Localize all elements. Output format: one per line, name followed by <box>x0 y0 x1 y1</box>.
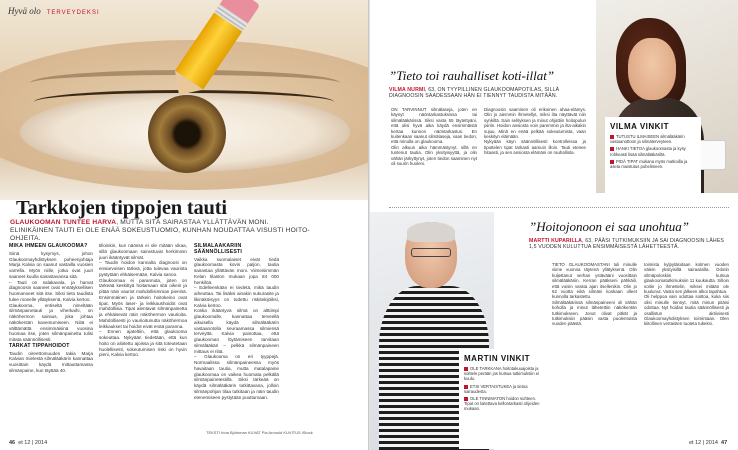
paragraph: Diagnoosin saaminen oli erikoinen ahaa-elämys. Olin jo aiemmin ihmetellyt, miksi ilta näyttävät niin synkiltä. Sain selityksen ja minut ohjattiin hoitopolun piiriin. Hoidon ansiosta voin paremmin ja ilta-aikakin sujuu. Minä en enää pelkää sokeutumista, vaan keskityn elämään. <box>484 107 586 140</box>
column-3 <box>194 243 279 429</box>
tips-title: VILMA VINKIT <box>610 122 670 131</box>
right-page <box>369 0 738 450</box>
section-label: TERVEYDEKSI <box>46 10 100 16</box>
vilma-column-2 <box>484 107 586 203</box>
martti-column-2 <box>644 262 729 434</box>
tip: HANKI TIETOA glaukoomasta ja kysy rohkeasti lisää silmälääkäriltä. <box>610 146 686 157</box>
divider <box>389 207 729 208</box>
paragraph: Koska ikääntyvä silmä on alttiimpi glaukoomalle, kannattaa terveellä aikuisella käydä silmälääkärin vastaanotolla seuraamassa silmiensä terveyttä. Kalvia painottaa, että glaukooman löytämiseen tarvitaan silmälääkäri – pelkkä silmänpaineen mittaus ei riitä. <box>194 308 279 354</box>
paragraph: Silmälääkärissä silmänpaineeni oli vähän koholla ja minut lähetettiin näkökentän tutkimukseen. Jonot olivat pitkät ja tutkimuksiin pääsin vasta puolentoista vuoden päästä. <box>552 299 637 327</box>
paragraph: – Taudin hoidon kannalta diagnoosi on ensiarvoisen tärkeä, jotta tulevaa vauriota pystytään ehkäisemään, Kalvia sanoo. <box>99 260 187 277</box>
paragraph: – Glaukooma on eri tyyppejä. Normaalissa silmänpaineessa myös havaitaan tautia, mutta matalapaine glaukoomaa on vaikea huomata pelkällä silmänpainetestillä. Siksi tärkeää on käydä silmälääkärin tutkittavana, jolloin silmänpohjan tilaa tutkitaan ja näin taudin etenemiseen pystytään puuttumaan. <box>194 354 279 400</box>
paragraph: – Tauti on salakavala, ja harvat diagnoosin saaneet ovat ennätyksellisen huomanneet sitä itse. Siksi tieto taudista tulee monelle yllätyksenä, Kalvia kertoo. <box>9 279 93 302</box>
quote-vilma-subtitle: VILMA NURMI, 63, ON TYYPILLINEN GLAUKOOMAPOTILAS, SILLÄ DIAGNOOSIN SAADESSAAN HÄN EI TIENNYT TAUDISTA MITÄÄN. <box>389 87 560 100</box>
paragraph: ON TARVINNUT silmälaseja, joten en käynyt näöntarkastuksissa tai silmälääkärissä. Siksi vasta 55 täytettyäni, että olisi hyvä aika käydä ensimmäistä kertaa kunnon näöntarkastus. En kuitenkaan saanut silmälaseja, vaan tiedon, että minulla on glaukooma. <box>391 107 477 145</box>
quote-martti-subtitle: MARTTI KUPARILLA, 63, PÄÄSI TUTKIMUKSIIN JA SAI DIAGNOOSIN LÄHES 1,5 VUODEN KULUTTUA ENSIMMÄISESTÄ LÄHETTEESTÄ. <box>529 238 725 251</box>
spread-gutter <box>368 0 370 450</box>
tip: PIDÄ TIPAT mukana myös matkoilla ja aseta muistutus puhelimeen. <box>610 158 688 170</box>
vilma-column-1 <box>391 107 477 203</box>
eye-illustration <box>0 0 369 200</box>
article-lead: GLAUKOOMAN TUNTEE HARVA, MUTTA SITÄ SAIRASTAA YLLÄTTÄVÄN MONI. ELINIKÄINEN TAUTI EI OLE ENÄÄ SOKEUSTUOMIO, KUNHAN NOUDATTAA VISUSTI HOITO-OHJEITA. <box>10 219 310 243</box>
tip: TUTUSTU ILMAISEEN silmälääkärin vastaanottoon ja silmäterveyteen. <box>610 134 685 145</box>
paragraph: Olin alkuun aika hämmästynyt, sillä en tuntenut tautia. Olin yksityisyyttä, ja olin vähän järkyttynyt, joten tiedon saaminen nyt oli suurin huoleni. <box>391 144 477 167</box>
magazine-section: Hyvä olo <box>8 6 41 16</box>
paragraph: – Ennen ajateltiin, että glaukooma sokeuttaa. Nykyään tiedetään, että kun hoito on aloitettu ajoissa ja sitä toteutetaan huolellisesti, sokeutumisen riski on hyvin pieni, Kalvia kertoo. <box>99 329 187 358</box>
paragraph: Glaukooma, entiseltä nimeltään silmänpainetauti ja viherkaihi, on näköhermon sairaus, joka johtaa näkökentän kaventumiseen. Niitä ei välttämättä ensimmäisinä vuosina huomaa itse, joten silmänpainetta tulisi mitata säännöllisesti. <box>9 302 93 342</box>
martti-tips-box <box>459 349 545 449</box>
tip: ETSI VERTAISTUKEA ja tietoa sairaudesta. <box>464 383 528 394</box>
section-header <box>8 6 100 16</box>
vilma-tips-box <box>605 117 701 221</box>
martti-column-1 <box>552 262 637 434</box>
paragraph: tilloinkin, kun näössä ei ole mitään vikaa, sillä glaukoomaan sairastuvat herkimmin juuri ikääntyvät silmät. <box>99 243 187 260</box>
paragraph: TIETO GLAUKOOMASTANI tuli minulle viime vuonna täytenä yllätyksenä. Olin kuljettanut verhan ystävääni vuosittain silmälääkäriin. Kerran pääkseni pähkäili, että voisin varata ajan itsellenikin. Olin jo 62 vuotta eikä silmäni koskaan olleet kunnolla tarkastettu. <box>552 262 637 300</box>
subheading: SILMÄLÄÄKÄRIIN SÄÄNNÖLLISESTI <box>194 243 243 255</box>
subheading: MIKÄ IHMEEN GLAUKOOMA? <box>9 243 88 249</box>
paragraph: – Edelleenkään ei tiedetä, mikä taudin aiheuttaa. Tai lisäksi ainakin sukurasite ja likinäköisyys on todettu riskitekijöiksi, Kalvia kertoo. <box>194 285 279 308</box>
page-number-right: et 12 | 2014 47 <box>689 440 728 446</box>
paragraph: toimista kylpyläloitaan kolmen vuoden välein yksityisillä sairaaloilla. Odotin silmäpoloskiin kutsua glaukoomatutkimuksiin 11 kuukautta. Silloin soitin jo ihmettelin, miksei mitään ole kuulunut. Vasta sen jälkeen alkoi tapahtua. <box>644 262 729 295</box>
tips-title: MARTIN VINKIT <box>464 354 531 363</box>
photo-credit: TEKSTI Irina Björkman KUVAT Pia Arnould KUVITUS iStock <box>206 430 313 435</box>
column-1 <box>9 243 93 439</box>
subheading: TARKAT TIPPAHOIDOT <box>9 342 70 349</box>
paragraph: Taudin oireettomuuden takia Marja Kalvian mielestä silmälääkärin kannattaa vuosittain käydä mittauttamassa silmänpaine, kun täyttää 40. <box>9 350 93 373</box>
tip: OLE TARKKANA hoitotakuuajoista ja soittele perään jos kutsua tutkimuksiin ei kuulu. <box>464 366 539 382</box>
paragraph: Oli helppoa vain odottaa soittoa, kuka siis olisi minulle tiennyt, mitä minun pitäisi odottaa. Nyt hoidan tautia säännöllisesti ja osallistun aktiivisesti Glaukoomayhdistyksen toimintaan. Olen kiitollinen vertaisten tuoteta tukeksi. <box>644 294 729 327</box>
page-number-left: 46 et 12 | 2014 <box>9 440 48 446</box>
article-title: Tarkkojen tippojen tauti <box>16 197 227 219</box>
paragraph: Vaikka suomalaiset eivät tiedä glaukoomasta kovin paljon, tautia sairastaa yllättävän moni. Viimeisimmän Kelan tilaston mukaan jopa 84 000 henkilöä. <box>194 256 279 285</box>
tip: OLE TINNIMATON hoidon suhteen. Tipat on laitettava kellontarkasti ohjeiden mukaan. <box>464 396 540 412</box>
paragraph: Glaukoomaa ei parannuta, joten on tärkeää keskittyä hoitamaan sitä oikein ja pitää näin vauriot mahdollisimman pieninä. Ensimmäinen ja tärkein hoitokeino ovat tipat. Myös laser- ja leikkaushoidot ovat mahdollisia. Tipat alentavat silmänpainetta ja ehkäisevät näin näköhermon vaurioita. Mahdollisesti jo vaurioitunutta näköhermoa leikkaukset tai hoidot eivät enää paranna. <box>99 277 187 329</box>
quote-vilma: ”Tieto toi rauhalliset koti-illat” <box>389 68 555 83</box>
paragraph: Siinä kysymys, johon Glaukoomayhdistyksen puheenjohtaja Marja Kalvia on saanut vastailla vuosien varrella. Myös niille, jotka ovat juuri saaneet kuulla sairastavansa sitä. <box>9 250 93 279</box>
column-2 <box>99 243 187 429</box>
quote-martti: ”Hoitojonoon ei saa unohtua” <box>529 219 689 234</box>
paragraph: Nykyään käyn säännöllisesti kontrolleissa ja tiputtelen tipat tarkasti aamuin illoin. Tauti etenee hitaasti, ja sen ansiosta elämäni on rauhallista. <box>484 139 586 156</box>
mug-icon <box>698 140 726 170</box>
